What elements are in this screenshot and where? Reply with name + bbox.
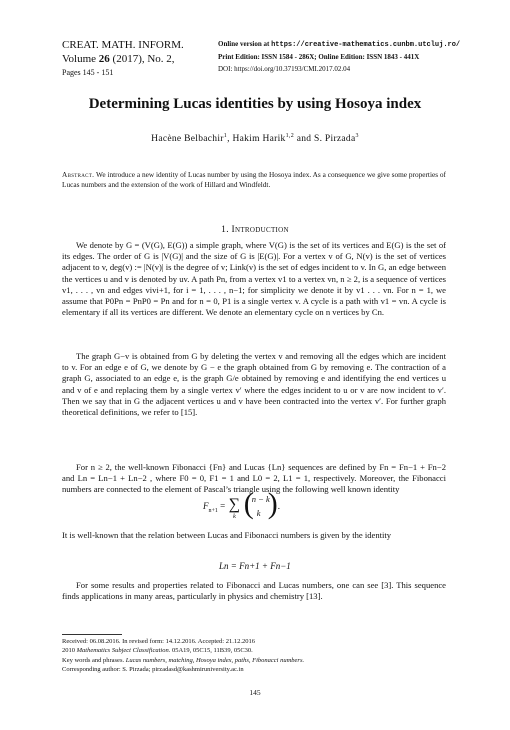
binomial-coefficient: ( n − k k ) bbox=[243, 487, 278, 520]
abstract-label: Abstract. bbox=[62, 170, 95, 179]
fibonacci-identity: $F_{n+1}$ = ∑ k ( n − k k ) . bbox=[203, 487, 280, 520]
author-list: Hacène Belbachir$^1$, Hakim Harik$^{1,2}$ and S. Pirzada$^3$ bbox=[151, 133, 359, 145]
publication-info bbox=[218, 38, 460, 75]
journal-name: CREAT. MATH. INFORM. bbox=[62, 39, 184, 51]
author-3: S. Pirzada bbox=[313, 134, 356, 145]
paragraph-4: It is well-known that the relation between Lucas and Fibonacci numbers is given by the identity bbox=[62, 530, 392, 540]
journal-volume: Volume 26 (2017), No. 2, bbox=[62, 53, 175, 65]
received-dates: Received: 06.08.2016. In revised form: 14.12.2016. Accepted: 21.12.2016 bbox=[62, 638, 255, 645]
journal-pages: Pages 145 - 151 bbox=[62, 68, 114, 77]
paragraph-3: For n ≥ 2, the well-known Fibonacci {Fn} and Lucas {Ln} sequences are defined by Fn = Fn−1 + Fn−2 and Ln = Ln−1 + Ln−2 , where F0 = 0, F1 = 1 and L0 = 2, L1 = 1, respectively. Moreover, the Fibonacci numbers are connected to the element of Pascal’s triangle using the following well known identity bbox=[62, 462, 446, 495]
lucas-identity: Ln = Fn+1 + Fn−1 bbox=[219, 561, 291, 571]
abstract-text: We introduce a new identity of Lucas number by using the Hosoya index. As a consequence we give some properties of Lucas numbers and the extension of the work of Hillard and Windfeldt. bbox=[62, 170, 446, 189]
author-2: Hakim Harik bbox=[232, 134, 286, 145]
issn-line: Print Edition: ISSN 1584 - 286X; Online Edition: ISSN 1843 - 441X bbox=[218, 53, 420, 61]
journal-header bbox=[62, 38, 184, 80]
paragraph-2: The graph G−v is obtained from G by deleting the vertex v and removing all the edges which are incident to v. For an edge e of G, we denote by G − e the graph obtained from G by removing e. The contraction of a graph G, associated to an edge e, is the graph G/e obtained by removing e and identifying the end vertices u and v of e and replacing them by a single vertex v′ where the edges incident to u or v are now incident to v′. Then we say that in G the adjacent vertices u and v have been contracted into the vertex v′. For further graph theoretical definitions, we refer to [15]. bbox=[62, 351, 446, 418]
keywords: Key words and phrases. Lucas numbers, matching, Hosoya index, paths, Fibonacci numbers. bbox=[62, 656, 305, 664]
online-version: Online version at https://creative-mathematics.cunbm.utcluj.ro/ bbox=[218, 40, 461, 49]
page-number: 145 bbox=[249, 688, 261, 697]
journal-url[interactable]: https://creative-mathematics.cunbm.utcluj.ro/ bbox=[271, 41, 461, 49]
doi-line[interactable]: DOI: https://doi.org/10.37193/CMI.2017.02.04 bbox=[218, 65, 351, 73]
author-1: Hacène Belbachir bbox=[151, 134, 224, 145]
sum-symbol: ∑ bbox=[228, 496, 241, 513]
msc-classification: 2010 Mathematics Subject Classification. 05A19, 05C15, 11B39, 05C30. bbox=[62, 647, 253, 655]
corresponding-author: Corresponding author: S. Pirzada; pirzadasd@kashmiruniversity.ac.in bbox=[62, 666, 244, 674]
paper-title: Determining Lucas identities by using Hosoya index bbox=[88, 96, 422, 112]
abstract bbox=[62, 170, 446, 190]
footnote-divider bbox=[62, 634, 122, 635]
section-title: 1. Introduction bbox=[221, 225, 289, 235]
paragraph-5: For some results and properties related to Fibonacci and Lucas numbers, one can see [3]. This sequence finds applications in many areas, particularly in physics and chemistry [13]. bbox=[62, 580, 446, 602]
paragraph-1: We denote by G = (V(G), E(G)) a simple graph, where V(G) is the set of its vertices and E(G) is the set of its edges. The order of G is |V(G)| and the size of G is |E(G)|. For a vertex v of G, N(v) is the set of vertices adjacent to v, deg(v) := |N(v)| is the degree of v; Link(v) is the set of edges incident to v. In G, an edge between the vertices u and v is denoted by uv. A path Pn, from a vertex v1 to a vertex vn, n ≥ 2, is a sequence of vertices v1, . . . , vn and edges vivi+1, for i = 1, . . . , n−1; for simplicity we denote it by v1 . . . vn. For n = 1, we assume that P0Pn = PnP0 = Pn and for n = 0, P1 is a single vertex v. A cycle is a path with v1 = vn. A cycle is elementary if all its vertices are different. We denote an elementary cycle on n vertices by Cn. bbox=[62, 240, 446, 318]
footnotes bbox=[62, 637, 304, 675]
